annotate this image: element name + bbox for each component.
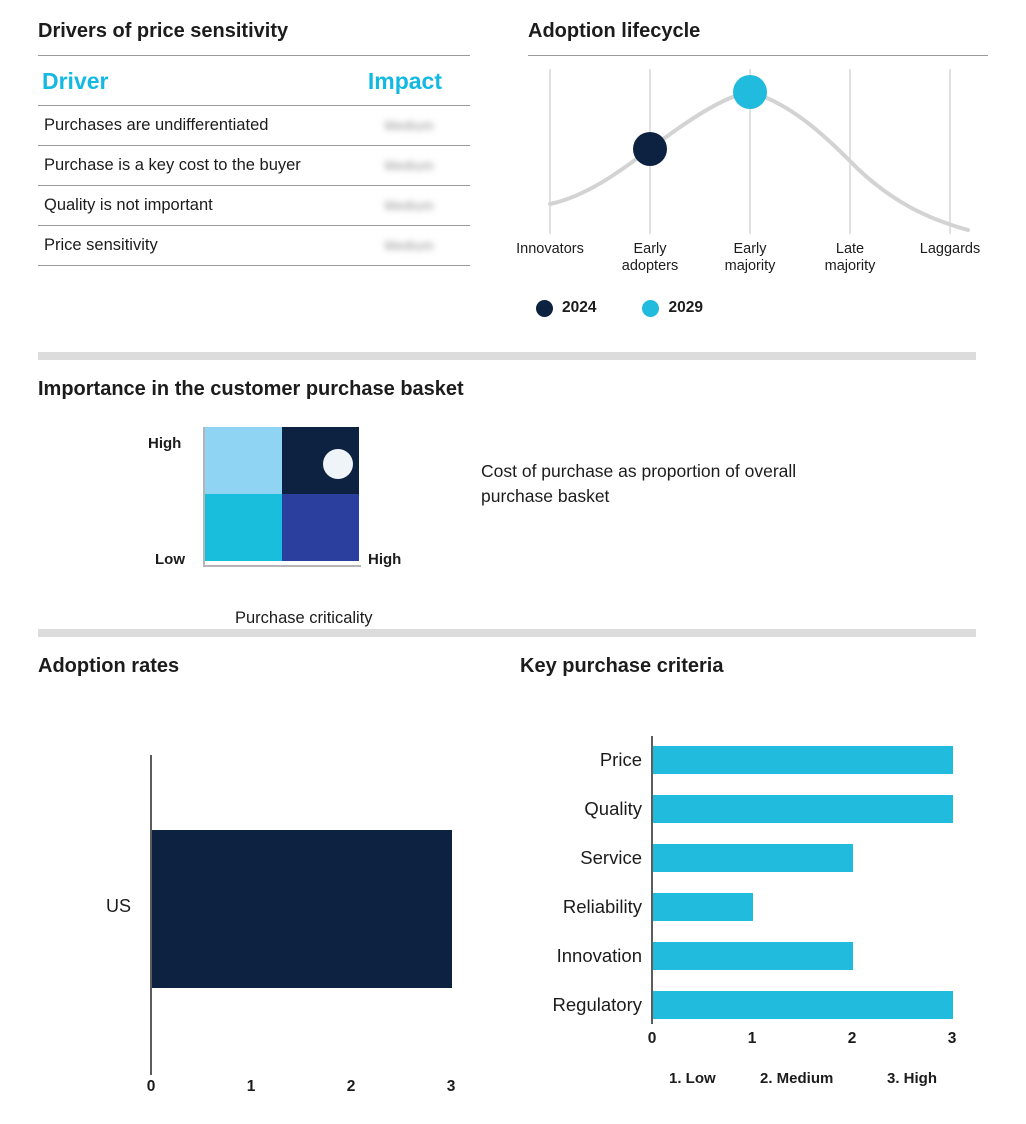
- scale-item-low: 1. Low: [669, 1070, 716, 1087]
- impact-cell: [254, 186, 470, 226]
- matrix-highlight-dot: [323, 449, 353, 479]
- matrix-cell-low-low: [205, 494, 282, 561]
- criteria-row-reliability: [520, 887, 990, 927]
- legend-swatch-icon: [642, 300, 659, 317]
- matrix-cell-high-low: [205, 427, 282, 494]
- matrix-label-y-low: Low: [155, 551, 185, 568]
- lifecycle-title-rule: [528, 55, 988, 56]
- column-header-driver: Driver: [38, 56, 254, 106]
- matrix-x-title: Purchase criticality: [235, 609, 373, 627]
- impact-value-blurred: Medium: [384, 158, 434, 173]
- driver-cell: Purchase is a key cost to the buyer: [38, 146, 254, 186]
- impact-cell: [254, 106, 470, 146]
- lifecycle-axis-labels: [516, 241, 988, 285]
- axis-label-early-adopters: Early adopters: [621, 241, 679, 274]
- criteria-label: Price: [599, 749, 642, 770]
- x-tick: 1: [246, 1078, 256, 1095]
- criteria-label: Service: [580, 847, 642, 868]
- drivers-table: [38, 56, 470, 266]
- criteria-row-regulatory: [520, 985, 990, 1025]
- importance-caption: Cost of purchase as proportion of overall purchase basket: [481, 461, 797, 506]
- matrix-label-y-high: High: [148, 435, 182, 452]
- lifecycle-curve: [550, 92, 968, 230]
- criteria-chart: [520, 700, 990, 1087]
- criteria-label: Regulatory: [552, 994, 642, 1015]
- x-tick: 2: [346, 1078, 356, 1095]
- x-tick: 0: [647, 1030, 657, 1047]
- lifecycle-panel-title: Adoption lifecycle: [528, 20, 701, 42]
- matrix-cell-high-high: [282, 427, 359, 494]
- criteria-label: Innovation: [556, 945, 642, 966]
- adoption-x-ticks: [38, 1078, 478, 1098]
- table-row: [38, 186, 470, 226]
- lifecycle-panel: [516, 20, 988, 317]
- criteria-row-quality: [520, 789, 990, 829]
- axis-label-innovators: Innovators: [516, 241, 584, 257]
- importance-matrix: [205, 427, 359, 561]
- criteria-row-price: [520, 740, 990, 780]
- drivers-panel-title: Drivers of price sensitivity: [38, 20, 289, 42]
- criteria-bar: [653, 942, 853, 970]
- criteria-row-innovation: [520, 936, 990, 976]
- x-tick: 2: [847, 1030, 857, 1047]
- impact-value-blurred: Medium: [384, 118, 434, 133]
- scale-item-high: 3. High: [887, 1070, 938, 1087]
- section-divider-2: [38, 629, 976, 637]
- impact-value-blurred: Medium: [384, 198, 434, 213]
- scale-item-medium: 2. Medium: [760, 1070, 834, 1087]
- matrix-cell-low-high: [282, 494, 359, 561]
- criteria-bar: [653, 893, 753, 921]
- impact-value-blurred: Medium: [384, 238, 434, 253]
- table-header-row: [38, 56, 470, 106]
- section-divider-1: [38, 352, 976, 360]
- table-row: [38, 146, 470, 186]
- axis-label-late-majority: Late majority: [824, 241, 876, 274]
- criteria-x-ticks: [520, 1030, 990, 1050]
- driver-cell: Price sensitivity: [38, 226, 254, 266]
- axis-label-early-majority: Early majority: [724, 241, 776, 274]
- criteria-row-service: [520, 838, 990, 878]
- criteria-bar: [653, 746, 953, 774]
- adoption-rates-panel: [38, 655, 478, 1095]
- criteria-panel: [520, 655, 990, 1087]
- x-tick: 3: [446, 1078, 456, 1095]
- adoption-rates-title: Adoption rates: [38, 655, 180, 677]
- importance-panel-title: Importance in the customer purchase basket: [38, 378, 464, 400]
- driver-cell: Purchases are undifferentiated: [38, 106, 254, 146]
- criteria-bar: [653, 795, 953, 823]
- criteria-bar: [653, 844, 853, 872]
- drivers-panel: [38, 20, 470, 266]
- importance-panel: [38, 378, 976, 627]
- column-header-impact: Impact: [254, 56, 470, 106]
- adoption-bar-us: [152, 830, 452, 988]
- x-tick: 3: [947, 1030, 957, 1047]
- criteria-scale-legend: [520, 1070, 990, 1092]
- marker-2029: [733, 75, 767, 109]
- legend-item-2029: [642, 299, 702, 317]
- legend-swatch-icon: [536, 300, 553, 317]
- x-tick: 0: [146, 1078, 156, 1095]
- marker-2024: [633, 132, 667, 166]
- adoption-rates-chart: [38, 700, 478, 1095]
- matrix-label-x-high: High: [368, 551, 402, 568]
- legend-label: 2024: [562, 299, 597, 316]
- criteria-label: Quality: [584, 798, 642, 819]
- importance-matrix-wrap: [38, 427, 976, 627]
- lifecycle-svg: [528, 64, 988, 239]
- axis-label-laggards: Laggards: [919, 241, 981, 257]
- criteria-panel-title: Key purchase criteria: [520, 655, 724, 677]
- adoption-category-label: US: [106, 896, 132, 916]
- legend-item-2024: [536, 299, 596, 317]
- table-row: [38, 226, 470, 266]
- lifecycle-legend: [528, 299, 988, 317]
- lifecycle-chart: [528, 64, 988, 239]
- x-tick: 1: [747, 1030, 757, 1047]
- criteria-label: Reliability: [562, 896, 642, 917]
- matrix-x-axis: [203, 565, 361, 567]
- legend-label: 2029: [668, 299, 703, 316]
- driver-cell: Quality is not important: [38, 186, 254, 226]
- criteria-bar: [653, 991, 953, 1019]
- impact-cell: [254, 226, 470, 266]
- table-row: [38, 106, 470, 146]
